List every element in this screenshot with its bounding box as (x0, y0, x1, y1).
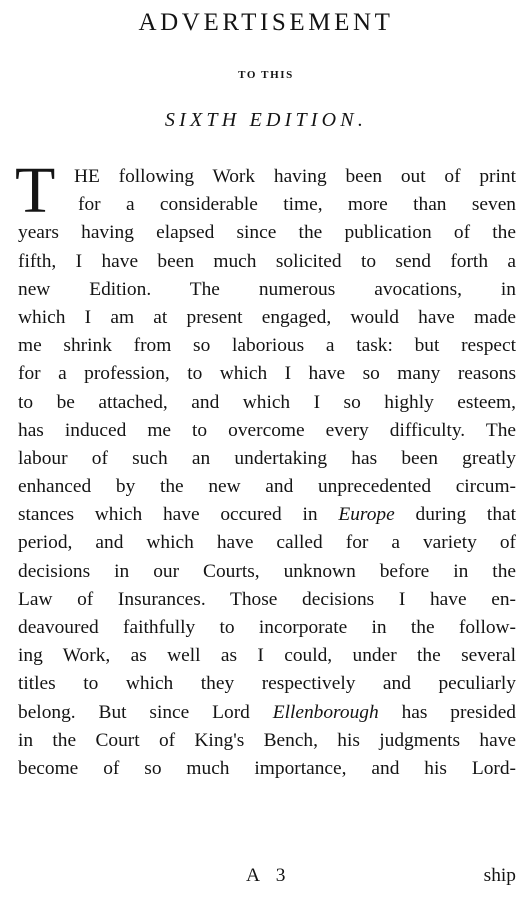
text-line: belong. But since Lord Ellenborough has presided (18, 701, 516, 723)
text-line: which I am at present engaged, would have made (18, 306, 516, 328)
text-line: new Edition. The numerous avocations, in (18, 278, 516, 300)
signature-mark: A 3 (246, 865, 292, 886)
text-line: Law of Insurances. Those decisions I have en- (18, 588, 516, 610)
text-line: stances which have occured in Europe during that (18, 504, 517, 526)
text-line: in the Court of King's Bench, his judgments have (18, 729, 516, 751)
text-line: ing Work, as well as I could, under the several (18, 645, 516, 667)
italic-person-name: Ellenborough (272, 701, 379, 723)
text-line: fifth, I have been much solicited to send forth a (18, 250, 516, 272)
text-line: titles to which they respectively and peculiarly (18, 673, 516, 695)
page-footer (18, 862, 516, 892)
text-line: for a profession, to which I have so many reasons (18, 363, 516, 385)
text-line: for a considerable time, more than seven (78, 194, 516, 216)
text-line: period, and which have called for a variety of (18, 532, 516, 554)
drop-cap: T (15, 154, 56, 227)
text-line: deavoured faithfully to incorporate in the follow- (18, 617, 516, 638)
body-paragraph (15, 154, 517, 783)
text-line: become of so much importance, and his Lord- (18, 757, 516, 779)
text-line: decisions in our Courts, unknown before in the (18, 560, 516, 582)
catchword: ship (483, 865, 516, 886)
text-line: labour of such an undertaking has been greatly (18, 447, 516, 469)
italic-place-name: Europe (338, 504, 395, 526)
text-line: has induced me to overcome every difficulty. The (18, 419, 516, 441)
text-line: to be attached, and which I so highly esteem, (18, 391, 516, 413)
text-line: enhanced by the new and unprecedented circum- (18, 476, 516, 498)
text-line: HE following Work having been out of print (74, 166, 516, 187)
page-subtitle: TO THIS (238, 69, 294, 81)
text-line: me shrink from so laborious a task: but respect (18, 335, 516, 357)
edition-heading: SIXTH EDITION. (164, 109, 368, 131)
text-line: years having elapsed since the publication of the (18, 222, 516, 244)
page-title: ADVERTISEMENT (138, 9, 394, 36)
